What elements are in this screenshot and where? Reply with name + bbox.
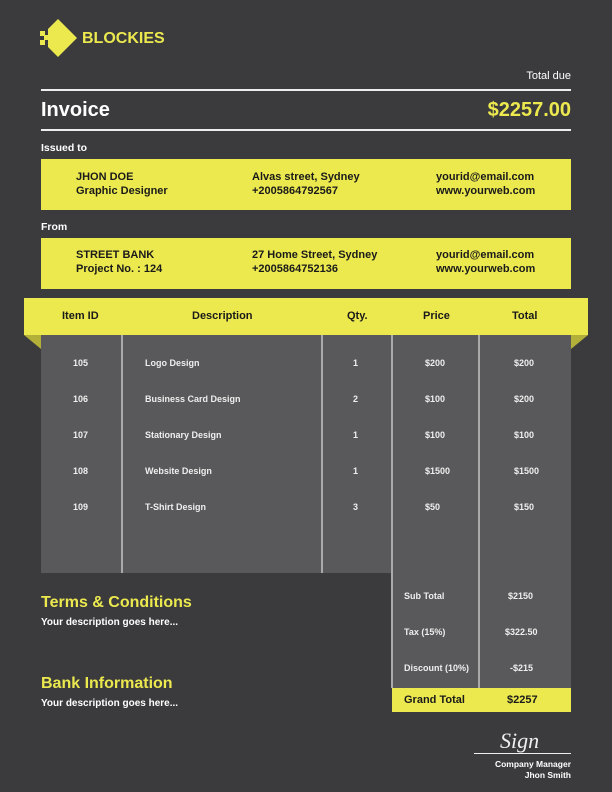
cell-description: T-Shirt Design [145,502,207,512]
sender-web: www.yourweb.com [436,263,536,275]
client-name: JHON DOE [76,171,134,183]
column-divider [391,335,393,688]
cell-item-id: 108 [73,466,89,476]
sender-email: yourid@email.com [436,249,535,261]
client-role: Graphic Designer [76,185,168,197]
cell-total: $200 [514,394,535,404]
tax-value: $322.50 [505,627,538,637]
cell-price: $1500 [425,466,451,476]
issued-to-label: Issued to [41,142,88,154]
cell-item-id: 107 [73,430,89,440]
cell-description: Stationary Design [145,430,222,440]
sender-phone: +2005864752136 [252,263,338,275]
cell-qty: 3 [353,502,359,512]
cell-description: Logo Design [145,358,200,368]
header-item-id: Item ID [62,310,99,322]
signer-name: Jhon Smith [524,770,571,780]
cell-price: $100 [425,430,446,440]
signer-role: Company Manager [494,759,571,769]
header-price: Price [423,310,450,322]
column-divider [121,335,123,573]
divider [41,129,571,131]
from-label: From [41,221,68,233]
issued-to-band [41,159,571,210]
cell-description: Business Card Design [145,394,241,404]
brand-name: BLOCKIES [82,30,165,47]
client-phone: +2005864792567 [252,185,338,197]
header-qty: Qty. [347,310,368,322]
signer-block [495,759,571,781]
cell-item-id: 105 [73,358,89,368]
fold-right [571,335,588,349]
total-due-amount: $2257.00 [487,99,571,121]
column-divider [321,335,323,573]
cell-price: $200 [425,358,446,368]
grand-total-label: Grand Total [404,694,465,706]
cell-total: $150 [514,502,535,512]
subtotal-label: Sub Total [404,591,445,601]
terms-title: Terms & Conditions [41,594,192,611]
signature-line [474,753,571,754]
bank-title: Bank Information [41,675,173,692]
table-header [24,298,588,335]
terms-text: Your description goes here... [41,617,179,628]
tax-label: Tax (15%) [404,627,446,637]
page-title: Invoice [41,99,110,121]
logo-icon [40,19,78,59]
client-email: yourid@email.com [436,171,535,183]
discount-value: -$215 [510,663,534,673]
client-address: Alvas street, Sydney [252,171,360,183]
grand-total-value: $2257 [507,694,538,706]
cell-qty: 2 [353,394,359,404]
cell-qty: 1 [353,430,359,440]
bank-text: Your description goes here... [41,698,179,709]
header-total: Total [512,310,538,322]
cell-total: $1500 [514,466,540,476]
cell-description: Website Design [145,466,212,476]
column-divider [478,335,480,688]
cell-qty: 1 [353,358,359,368]
sender-address: 27 Home Street, Sydney [252,249,378,261]
total-due-label: Total due [526,70,571,82]
cell-total: $200 [514,358,535,368]
sender-project: Project No. : 124 [76,263,163,275]
cell-total: $100 [514,430,535,440]
header-description: Description [192,310,253,322]
signature: Sign [500,728,540,753]
cell-qty: 1 [353,466,359,476]
divider [41,89,571,91]
subtotal-value: $2150 [508,591,534,601]
fold-left [24,335,41,349]
sender-name: STREET BANK [76,249,155,261]
client-web: www.yourweb.com [436,185,536,197]
cell-item-id: 106 [73,394,89,404]
cell-price: $100 [425,394,446,404]
cell-item-id: 109 [73,502,89,512]
from-band [41,238,571,289]
discount-label: Discount (10%) [404,663,470,673]
cell-price: $50 [425,502,441,512]
